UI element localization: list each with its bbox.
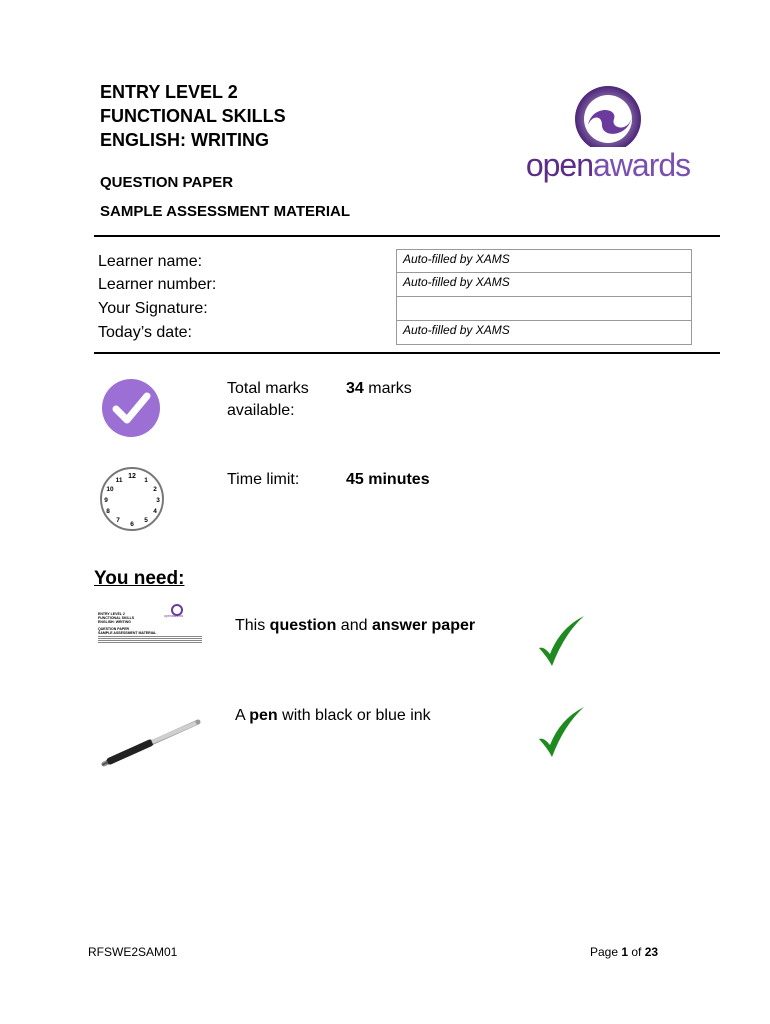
- total-marks-label-line: available:: [227, 402, 295, 419]
- material-type: SAMPLE ASSESSMENT MATERIAL: [100, 203, 351, 220]
- learner-name-value[interactable]: Auto-filled by XAMS: [397, 250, 692, 273]
- green-tick-icon: [536, 614, 586, 668]
- signature-label: Your Signature:: [98, 299, 208, 317]
- logo-wordmark: [522, 147, 694, 184]
- table-row: [94, 297, 692, 321]
- green-tick-icon: [536, 705, 586, 759]
- page-number: [590, 945, 658, 959]
- table-row: [94, 321, 692, 345]
- divider-top: [94, 235, 720, 237]
- learner-info-table: [94, 249, 692, 345]
- title-line: ENGLISH: WRITING: [100, 130, 269, 150]
- mini-rule: [98, 638, 202, 639]
- date-value[interactable]: Auto-filled by XAMS: [397, 321, 692, 345]
- time-limit-label: Time limit:: [227, 471, 300, 488]
- need-text: with black or blue ink: [277, 707, 431, 724]
- title-line: ENTRY LEVEL 2: [100, 82, 238, 102]
- clock-number: 9: [104, 497, 108, 504]
- you-need-heading: You need:: [94, 568, 185, 589]
- clock-number: 11: [115, 477, 123, 484]
- clock-number: 12: [128, 473, 136, 480]
- need-bold: question: [269, 617, 337, 634]
- logo-text-awards: awards: [593, 147, 691, 183]
- mini-title-line: ENGLISH: WRITING: [98, 620, 131, 624]
- need-bold: answer paper: [371, 617, 476, 634]
- mini-rule: [98, 636, 202, 637]
- logo-swirl-icon: [522, 85, 694, 147]
- learner-number-label: Learner number:: [98, 275, 217, 293]
- mini-material: SAMPLE ASSESSMENT MATERIAL: [98, 631, 157, 635]
- clock-number: 5: [144, 517, 148, 524]
- clock-number: 2: [153, 486, 157, 493]
- mini-title-line: FUNCTIONAL SKILLS: [98, 616, 135, 620]
- clock-number: 3: [156, 497, 160, 504]
- total-marks-label-line: Total marks: [227, 380, 309, 397]
- open-awards-logo: [522, 85, 694, 185]
- mini-logo-icon: [170, 604, 184, 616]
- clock-number: 8: [106, 508, 110, 515]
- total-marks-label: [227, 378, 309, 422]
- need-text: This: [235, 617, 270, 634]
- clock-number: 6: [130, 521, 134, 528]
- signature-value[interactable]: [397, 297, 692, 321]
- date-label: Today’s date:: [98, 323, 192, 341]
- table-row: [94, 250, 692, 273]
- page-current: 1: [621, 945, 629, 959]
- logo-text-open: open: [525, 147, 594, 183]
- marks-unit: marks: [363, 380, 412, 397]
- need-text: and: [336, 617, 372, 634]
- title-line: FUNCTIONAL SKILLS: [100, 106, 286, 126]
- document-title: [100, 80, 286, 152]
- learner-number-value[interactable]: Auto-filled by XAMS: [397, 273, 692, 297]
- paper-type: QUESTION PAPER: [100, 174, 234, 191]
- clock-number: 7: [116, 517, 120, 524]
- question-paper-thumbnail: [98, 612, 202, 666]
- clock-number: 1: [144, 477, 148, 484]
- mini-rule: [98, 640, 202, 641]
- page-total: 23: [644, 945, 659, 959]
- divider-bottom: [94, 352, 720, 354]
- mini-logo-text: openawards: [164, 614, 184, 618]
- clock-face-icon: [96, 466, 168, 532]
- page-prefix: Page: [590, 945, 622, 959]
- learner-name-label: Learner name:: [98, 252, 203, 270]
- mini-title-line: ENTRY LEVEL 2: [98, 612, 125, 616]
- clock-number: 10: [106, 486, 114, 493]
- need-item-pen: [235, 707, 431, 725]
- page-of: of: [628, 945, 645, 959]
- pen-icon: [100, 718, 202, 768]
- time-limit-value: 45 minutes: [346, 471, 430, 488]
- clock-number: 4: [153, 508, 157, 515]
- need-text: A: [235, 707, 250, 724]
- document-code: RFSWE2SAM01: [88, 945, 178, 959]
- table-row: [94, 273, 692, 297]
- mini-rule: [98, 642, 202, 643]
- need-bold: pen: [249, 707, 278, 724]
- total-marks-value: [346, 378, 412, 400]
- need-item-paper: [235, 617, 475, 635]
- mini-paper-type: QUESTION PAPER: [98, 627, 130, 631]
- checkmark-circle-icon: [102, 379, 160, 437]
- marks-number: 34: [346, 380, 364, 397]
